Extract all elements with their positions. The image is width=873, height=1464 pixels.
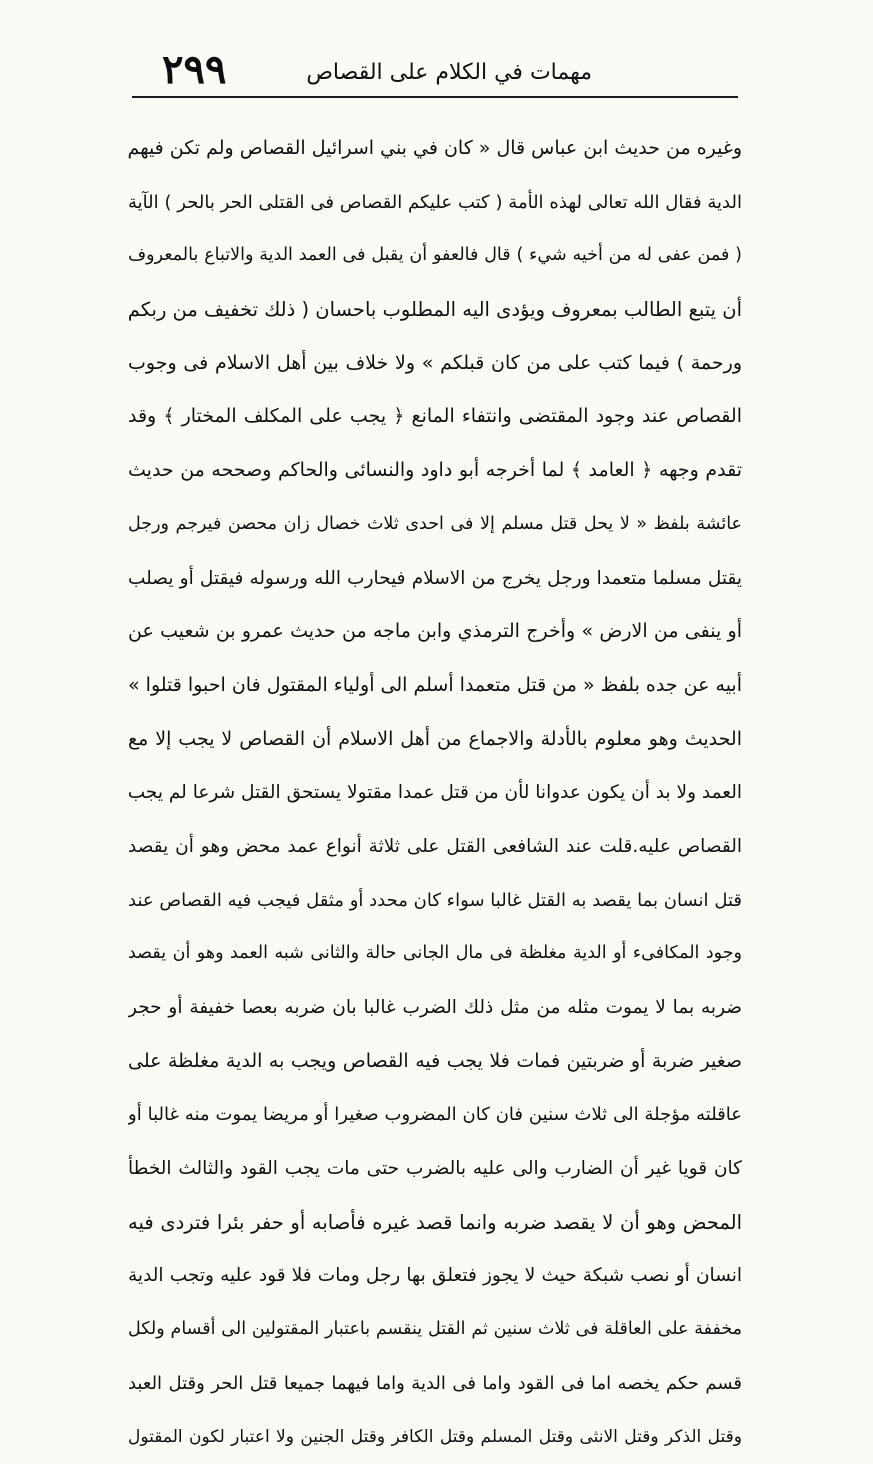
text-line: المحض وهو أن لا يقصد ضربه وانما قصد غيره فأصابه أو حفر بئرا فتردى فيه <box>128 1196 742 1250</box>
text-line: ( فمن عفى له من أخيه شيء ) قال فالعفو أن يقبل فى العمد الدية والاتباع بالمعروف <box>128 229 742 283</box>
text-line: يقتل مسلما متعمدا ورجل يخرج من الاسلام فيحارب الله ورسوله فيقتل أو يصلب <box>128 552 742 606</box>
text-line: وقتل الذكر وقتل الانثى وقتل المسلم وقتل الكافر وقتل الجنين ولا اعتبار لكون المقتول <box>128 1411 742 1464</box>
text-line: القصاص عند وجود المقتضى وانتفاء المانع ﴿ يجب على المكلف المختار ﴾ وقد <box>128 390 742 444</box>
text-line: انسان أو نصب شبكة حيث لا يجوز فتعلق بها رجل ومات فلا قود عليه وتجب الدية <box>128 1249 742 1303</box>
text-line: أبيه عن جده بلفظ « من قتل متعمدا أسلم الى أولياء المقتول فان احبوا قتلوا » <box>128 659 742 713</box>
running-title: مهمات في الكلام على القصاص <box>306 58 592 88</box>
text-line: وغيره من حديث ابن عباس قال « كان في بني اسرائيل القصاص ولم تكن فيهم <box>128 122 742 176</box>
text-line: ورحمة ) فيما كتب على من كان قبلكم » ولا خلاف بين أهل الاسلام فى وجوب <box>128 337 742 391</box>
text-line: أن يتبع الطالب بمعروف ويؤدى اليه المطلوب باحسان ( ذلك تخفيف من ربكم <box>128 283 742 337</box>
text-line: العمد ولا بد أن يكون عدوانا لأن من قتل عمدا مقتولا يستحق القتل شرعا لم يجب <box>128 766 742 820</box>
text-line: قتل انسان بما يقصد به القتل غالبا سواء كان محدد أو مثقل فيجب فيه القصاص عند <box>128 874 742 928</box>
header-rule <box>132 96 738 98</box>
text-line: الدية فقال الله تعالى لهذه الأمة ( كتب عليكم القصاص فى القتلى الحر بالحر ) الآية <box>128 176 742 230</box>
body-text <box>128 122 742 1464</box>
text-line: مخففة على العاقلة فى ثلاث سنين ثم القتل ينقسم باعتبار المقتولين الى أقسام ولكل <box>128 1303 742 1357</box>
text-line: القصاص عليه.قلت عند الشافعى القتل على ثلاثة أنواع عمد محض وهو أن يقصد <box>128 820 742 874</box>
text-line: أو ينفى من الارض » وأخرج الترمذي وابن ماجه من حديث عمرو بن شعيب عن <box>128 605 742 659</box>
text-line: تقدم وجهه ﴿ العامد ﴾ لما أخرجه أبو داود والنسائى والحاكم وصححه من حديث <box>128 444 742 498</box>
text-line: كان قويا غير أن الضارب والى عليه بالضرب حتى مات يجب القود والثالث الخطأ <box>128 1142 742 1196</box>
text-line: صغير ضربة أو ضربتين فمات فلا يجب فيه القصاص ويجب به الدية مغلظة على <box>128 1035 742 1089</box>
text-line: الحديث وهو معلوم بالأدلة والاجماع من أهل الاسلام أن القصاص لا يجب إلا مع <box>128 713 742 767</box>
text-line: ضربه بما لا يموت مثله من مثل ذلك الضرب غالبا بان ضربه بعصا خفيفة أو حجر <box>128 981 742 1035</box>
text-line: عائشة بلفظ « لا يحل قتل مسلم إلا فى احدى ثلاث خصال زان محصن فيرجم ورجل <box>128 498 742 552</box>
text-line: عاقلته مؤجلة الى ثلاث سنين فان كان المضروب صغيرا أو مريضا يموت منه غالبا أو <box>128 1088 742 1142</box>
text-line: وجود المكافىء أو الدية مغلظة فى مال الجانى حالة والثانى شبه العمد وهو أن يقصد <box>128 927 742 981</box>
page-number: ٢٩٩ <box>162 48 226 92</box>
text-line: قسم حكم يخصه اما فى القود واما فى الدية واما فيهما جميعا قتل الحر وقتل العبد <box>128 1357 742 1411</box>
page-header <box>132 44 738 100</box>
